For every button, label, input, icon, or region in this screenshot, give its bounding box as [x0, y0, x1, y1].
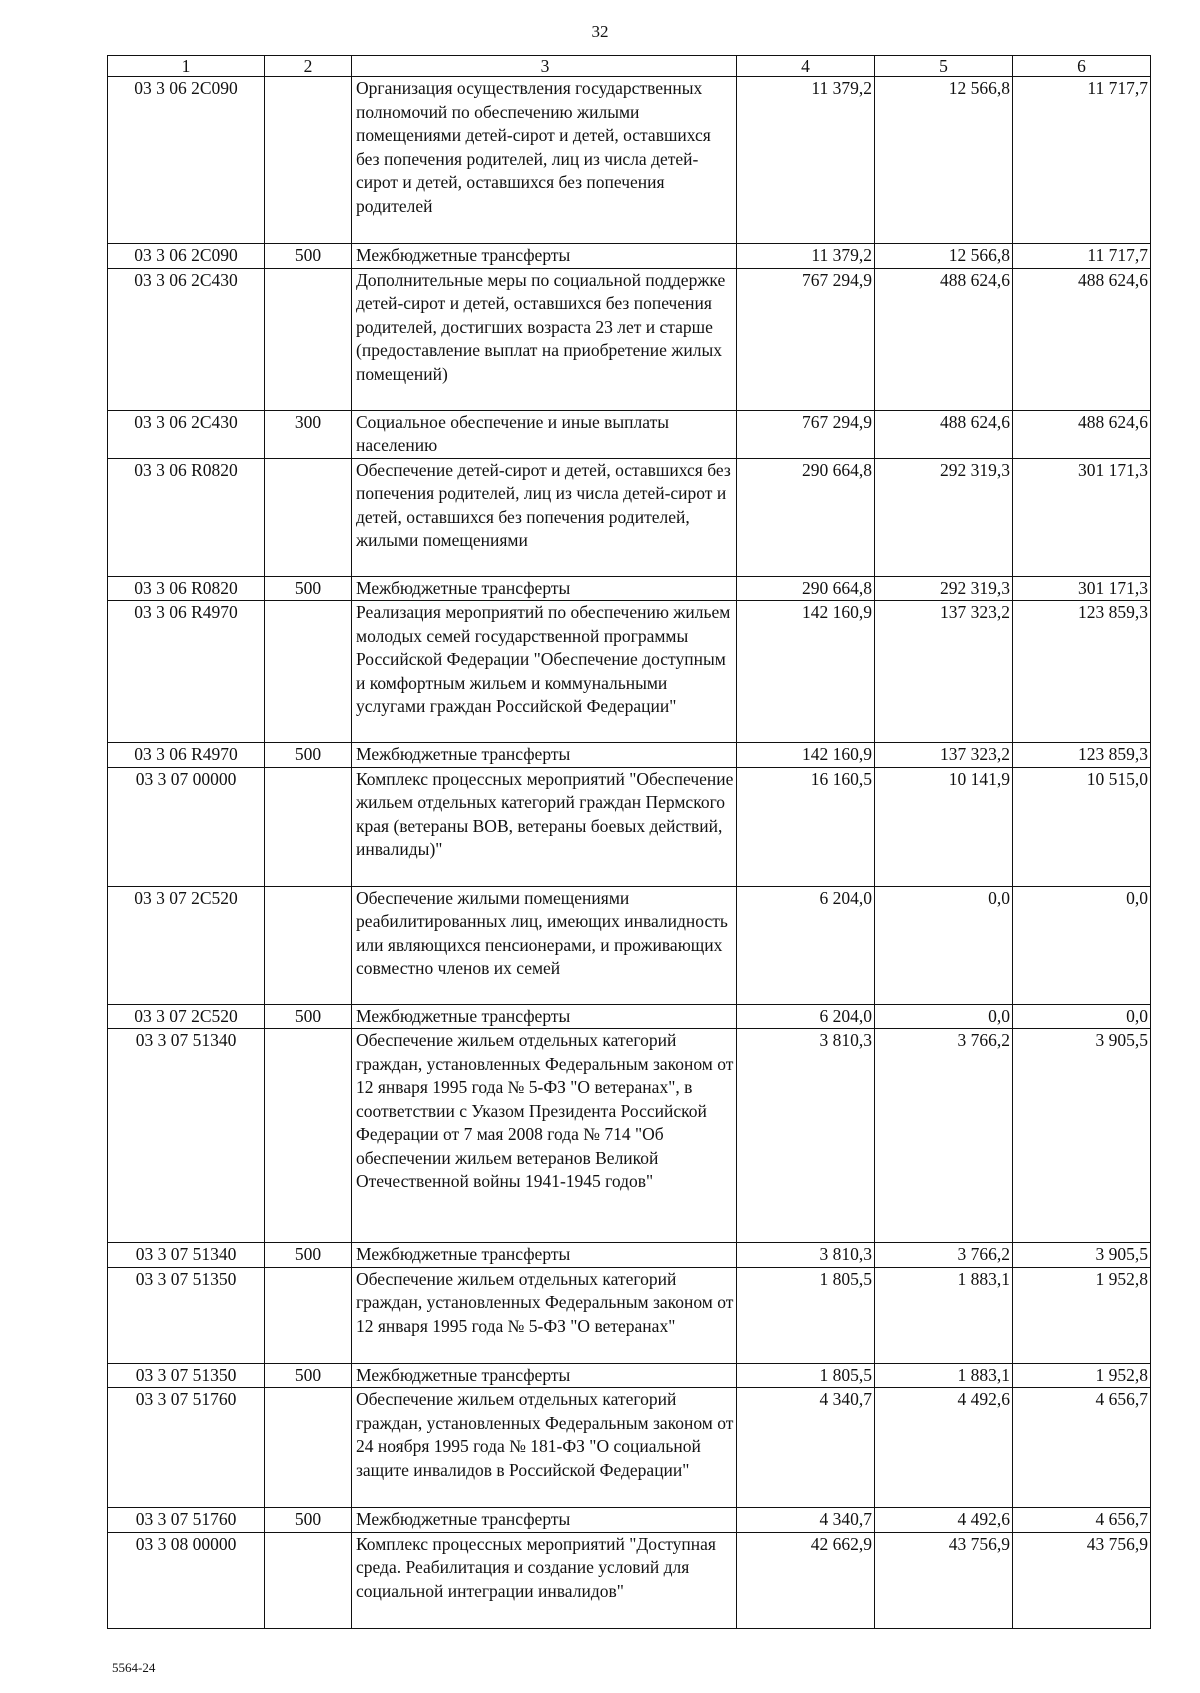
row-value-col4-cell: 11 379,2 — [737, 77, 875, 244]
row-value-col4-cell: 4 340,7 — [737, 1388, 875, 1508]
table-row — [108, 268, 1151, 410]
row-value-col4-cell: 1 805,5 — [737, 1363, 875, 1388]
table-row — [108, 1363, 1151, 1388]
row-code-cell: 03 3 07 00000 — [108, 767, 265, 886]
header-row — [108, 56, 1151, 77]
row-name-cell: Дополнительные меры по социальной поддержке детей-сирот и детей, оставшихся без попечения родителей, достигших возраста 23 лет и старше (предоставление выплат на приобретение жилых помещений) — [352, 268, 737, 410]
row-value-col6-cell: 123 859,3 — [1013, 743, 1151, 768]
row-code-cell: 03 3 07 51340 — [108, 1243, 265, 1268]
row-type-cell: 500 — [265, 1508, 352, 1533]
table-row — [108, 1029, 1151, 1243]
row-value-col6-cell: 488 624,6 — [1013, 268, 1151, 410]
row-type-cell: 500 — [265, 1363, 352, 1388]
row-code-cell: 03 3 06 2С090 — [108, 244, 265, 269]
row-value-col6-cell: 11 717,7 — [1013, 77, 1151, 244]
row-code-cell: 03 3 07 51340 — [108, 1029, 265, 1243]
row-type-cell: 500 — [265, 244, 352, 269]
row-value-col6-cell: 301 171,3 — [1013, 458, 1151, 576]
row-value-col5-cell: 488 624,6 — [875, 410, 1013, 458]
column-header-4: 4 — [737, 56, 875, 77]
column-header-5: 5 — [875, 56, 1013, 77]
row-name-cell: Реализация мероприятий по обеспечению жильем молодых семей государственной программы Российской Федерации "Обеспечение доступным и комфортным жильем и коммунальными услугами граждан Российской Федерации" — [352, 601, 737, 743]
row-code-cell: 03 3 06 R0820 — [108, 458, 265, 576]
row-type-cell — [265, 767, 352, 886]
row-value-col5-cell: 137 323,2 — [875, 743, 1013, 768]
row-type-cell — [265, 268, 352, 410]
row-code-cell: 03 3 06 R4970 — [108, 601, 265, 743]
row-value-col6-cell: 1 952,8 — [1013, 1267, 1151, 1363]
row-code-cell: 03 3 06 2С430 — [108, 410, 265, 458]
row-code-cell: 03 3 07 2С520 — [108, 886, 265, 1004]
row-value-col4-cell: 4 340,7 — [737, 1508, 875, 1533]
row-value-col5-cell: 4 492,6 — [875, 1508, 1013, 1533]
row-type-cell: 300 — [265, 410, 352, 458]
row-value-col6-cell: 4 656,7 — [1013, 1508, 1151, 1533]
row-code-cell: 03 3 07 51350 — [108, 1267, 265, 1363]
row-code-cell: 03 3 07 51760 — [108, 1508, 265, 1533]
row-type-cell — [265, 1029, 352, 1243]
table-row — [108, 1004, 1151, 1029]
row-type-cell — [265, 1532, 352, 1628]
row-value-col6-cell: 488 624,6 — [1013, 410, 1151, 458]
row-name-cell: Обеспечение жильем отдельных категорий граждан, установленных Федеральным законом от 12 января 1995 года № 5-ФЗ "О ветеранах" — [352, 1267, 737, 1363]
row-value-col5-cell: 10 141,9 — [875, 767, 1013, 886]
row-type-cell: 500 — [265, 1243, 352, 1268]
budget-table — [107, 55, 1151, 1629]
row-name-cell: Межбюджетные трансферты — [352, 743, 737, 768]
row-code-cell: 03 3 07 51350 — [108, 1363, 265, 1388]
table-body — [108, 77, 1151, 1629]
row-value-col5-cell: 0,0 — [875, 1004, 1013, 1029]
table-row — [108, 886, 1151, 1004]
row-name-cell: Комплекс процессных мероприятий "Обеспечение жильем отдельных категорий граждан Пермского края (ветераны ВОВ, ветераны боевых действий, инвалиды)" — [352, 767, 737, 886]
row-value-col5-cell: 12 566,8 — [875, 77, 1013, 244]
row-type-cell — [265, 1267, 352, 1363]
row-name-cell: Обеспечение жилыми помещениями реабилитированных лиц, имеющих инвалидность или являющихся пенсионерами, и проживающих совместно членов их семей — [352, 886, 737, 1004]
row-value-col5-cell: 12 566,8 — [875, 244, 1013, 269]
row-value-col5-cell: 292 319,3 — [875, 458, 1013, 576]
row-value-col5-cell: 1 883,1 — [875, 1363, 1013, 1388]
row-name-cell: Обеспечение жильем отдельных категорий граждан, установленных Федеральным законом от 24 ноября 1995 года № 181-ФЗ "О социальной защите инвалидов в Российской Федерации" — [352, 1388, 737, 1508]
row-name-cell: Комплекс процессных мероприятий "Доступная среда. Реабилитация и создание условий для социальной интеграции инвалидов" — [352, 1532, 737, 1628]
row-type-cell — [265, 601, 352, 743]
row-code-cell: 03 3 06 R0820 — [108, 576, 265, 601]
row-value-col5-cell: 292 319,3 — [875, 576, 1013, 601]
table-row — [108, 743, 1151, 768]
row-value-col4-cell: 290 664,8 — [737, 458, 875, 576]
row-value-col6-cell: 123 859,3 — [1013, 601, 1151, 743]
row-value-col5-cell: 0,0 — [875, 886, 1013, 1004]
row-value-col5-cell: 43 756,9 — [875, 1532, 1013, 1628]
row-value-col4-cell: 142 160,9 — [737, 743, 875, 768]
row-value-col5-cell: 137 323,2 — [875, 601, 1013, 743]
row-type-cell — [265, 77, 352, 244]
row-value-col5-cell: 1 883,1 — [875, 1267, 1013, 1363]
row-value-col5-cell: 4 492,6 — [875, 1388, 1013, 1508]
row-value-col6-cell: 43 756,9 — [1013, 1532, 1151, 1628]
row-name-cell: Межбюджетные трансферты — [352, 244, 737, 269]
row-name-cell: Межбюджетные трансферты — [352, 1508, 737, 1533]
column-header-1: 1 — [108, 56, 265, 77]
row-value-col6-cell: 3 905,5 — [1013, 1029, 1151, 1243]
table-row — [108, 1388, 1151, 1508]
row-value-col4-cell: 1 805,5 — [737, 1267, 875, 1363]
row-name-cell: Обеспечение детей-сирот и детей, оставшихся без попечения родителей, лиц из числа детей-сирот и детей, оставшихся без попечения родителей, жилыми помещениями — [352, 458, 737, 576]
row-value-col4-cell: 42 662,9 — [737, 1532, 875, 1628]
row-type-cell: 500 — [265, 1004, 352, 1029]
row-value-col4-cell: 16 160,5 — [737, 767, 875, 886]
row-code-cell: 03 3 07 51760 — [108, 1388, 265, 1508]
row-value-col4-cell: 142 160,9 — [737, 601, 875, 743]
row-value-col5-cell: 3 766,2 — [875, 1243, 1013, 1268]
row-name-cell: Межбюджетные трансферты — [352, 1243, 737, 1268]
table-row — [108, 77, 1151, 244]
table-row — [108, 1508, 1151, 1533]
row-value-col4-cell: 290 664,8 — [737, 576, 875, 601]
row-type-cell: 500 — [265, 743, 352, 768]
row-type-cell — [265, 458, 352, 576]
row-name-cell: Организация осуществления государственных полномочий по обеспечению жилыми помещениями детей-сирот и детей, оставшихся без попечения родителей, лиц из числа детей-сирот и детей, оставшихся без попечения родителей — [352, 77, 737, 244]
row-code-cell: 03 3 07 2С520 — [108, 1004, 265, 1029]
row-value-col6-cell: 1 952,8 — [1013, 1363, 1151, 1388]
row-value-col4-cell: 3 810,3 — [737, 1243, 875, 1268]
row-name-cell: Межбюджетные трансферты — [352, 576, 737, 601]
row-type-cell — [265, 1388, 352, 1508]
table-row — [108, 601, 1151, 743]
row-name-cell: Обеспечение жильем отдельных категорий граждан, установленных Федеральным законом от 12 января 1995 года № 5-ФЗ "О ветеранах", в соответствии с Указом Президента Российской Федерации от 7 мая 2008 года № 714 "Об обеспечении жильем ветеранов Великой Отечественной войны 1941-1945 годов" — [352, 1029, 737, 1243]
table-header — [108, 56, 1151, 77]
row-type-cell: 500 — [265, 576, 352, 601]
row-code-cell: 03 3 08 00000 — [108, 1532, 265, 1628]
row-value-col4-cell: 767 294,9 — [737, 268, 875, 410]
row-value-col6-cell: 301 171,3 — [1013, 576, 1151, 601]
row-value-col6-cell: 4 656,7 — [1013, 1388, 1151, 1508]
row-value-col4-cell: 3 810,3 — [737, 1029, 875, 1243]
row-type-cell — [265, 886, 352, 1004]
column-header-2: 2 — [265, 56, 352, 77]
column-header-6: 6 — [1013, 56, 1151, 77]
row-value-col6-cell: 0,0 — [1013, 886, 1151, 1004]
row-value-col6-cell: 0,0 — [1013, 1004, 1151, 1029]
row-code-cell: 03 3 06 2С090 — [108, 77, 265, 244]
table-row — [108, 1532, 1151, 1628]
row-value-col4-cell: 11 379,2 — [737, 244, 875, 269]
row-name-cell: Социальное обеспечение и иные выплаты населению — [352, 410, 737, 458]
row-value-col6-cell: 3 905,5 — [1013, 1243, 1151, 1268]
row-name-cell: Межбюджетные трансферты — [352, 1004, 737, 1029]
table-row — [108, 244, 1151, 269]
row-code-cell: 03 3 06 R4970 — [108, 743, 265, 768]
row-name-cell: Межбюджетные трансферты — [352, 1363, 737, 1388]
row-value-col6-cell: 10 515,0 — [1013, 767, 1151, 886]
table-row — [108, 1267, 1151, 1363]
table-row — [108, 1243, 1151, 1268]
table-row — [108, 576, 1151, 601]
row-value-col4-cell: 6 204,0 — [737, 886, 875, 1004]
row-code-cell: 03 3 06 2С430 — [108, 268, 265, 410]
table-row — [108, 410, 1151, 458]
row-value-col5-cell: 3 766,2 — [875, 1029, 1013, 1243]
row-value-col4-cell: 767 294,9 — [737, 410, 875, 458]
row-value-col4-cell: 6 204,0 — [737, 1004, 875, 1029]
row-value-col5-cell: 488 624,6 — [875, 268, 1013, 410]
table-row — [108, 458, 1151, 576]
column-header-3: 3 — [352, 56, 737, 77]
document-code: 5564-24 — [112, 1660, 156, 1675]
row-value-col6-cell: 11 717,7 — [1013, 244, 1151, 269]
page-number: 32 — [591, 22, 609, 41]
table-row — [108, 767, 1151, 886]
